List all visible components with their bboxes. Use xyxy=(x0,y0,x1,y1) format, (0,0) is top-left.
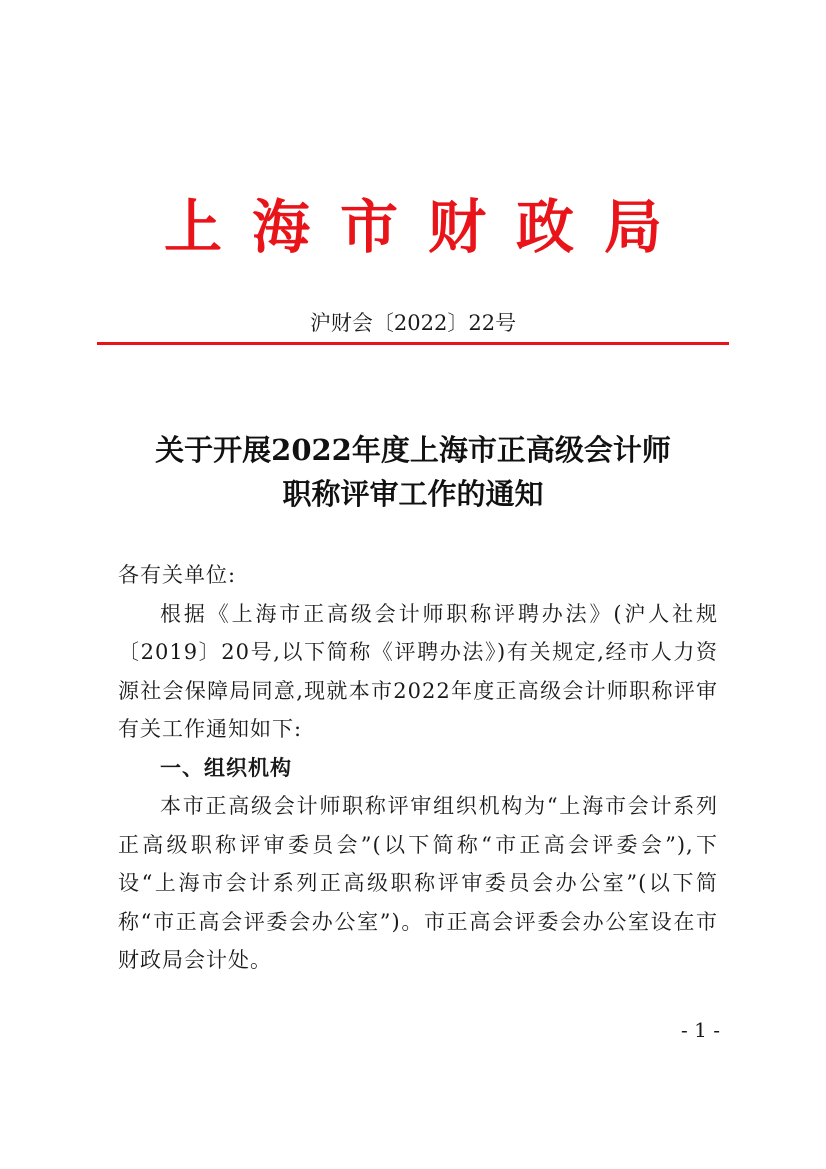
title-line-2: 职称评审工作的通知 xyxy=(282,477,544,511)
red-divider-line xyxy=(97,342,729,345)
salutation: 各有关单位: xyxy=(118,563,237,587)
paragraph-2: 本市正高级会计师职称评审组织机构为“上海市会计系列正高级职称评审委员会”(以下简称“市正高会评委会”),下设“上海市会计系列正高级职称评审委员会办公室”(以下简称“市正高会评委会办公室”)。市正高会评委会办公室设在市财政局会计处。 xyxy=(118,794,718,972)
paragraph-1: 根据《上海市正高级会计师职称评聘办法》(沪人社规〔2019〕20号,以下简称《评聘办法》)有关规定,经市人力资源社会保障局同意,现就本市2022年度正高级会计师职称评审有关工作通知如下: xyxy=(118,601,718,741)
section-heading-1: 一、组织机构 xyxy=(160,755,292,780)
page-number: - 1 - xyxy=(681,1018,720,1042)
document-body xyxy=(118,556,718,980)
document-number: 沪财会〔2022〕22号 xyxy=(309,311,517,335)
title-line-1: 关于开展2022年度上海市正高级会计师 xyxy=(155,433,671,467)
document-title xyxy=(0,428,826,516)
issuer-heading: 上海市财政局 xyxy=(163,193,692,261)
